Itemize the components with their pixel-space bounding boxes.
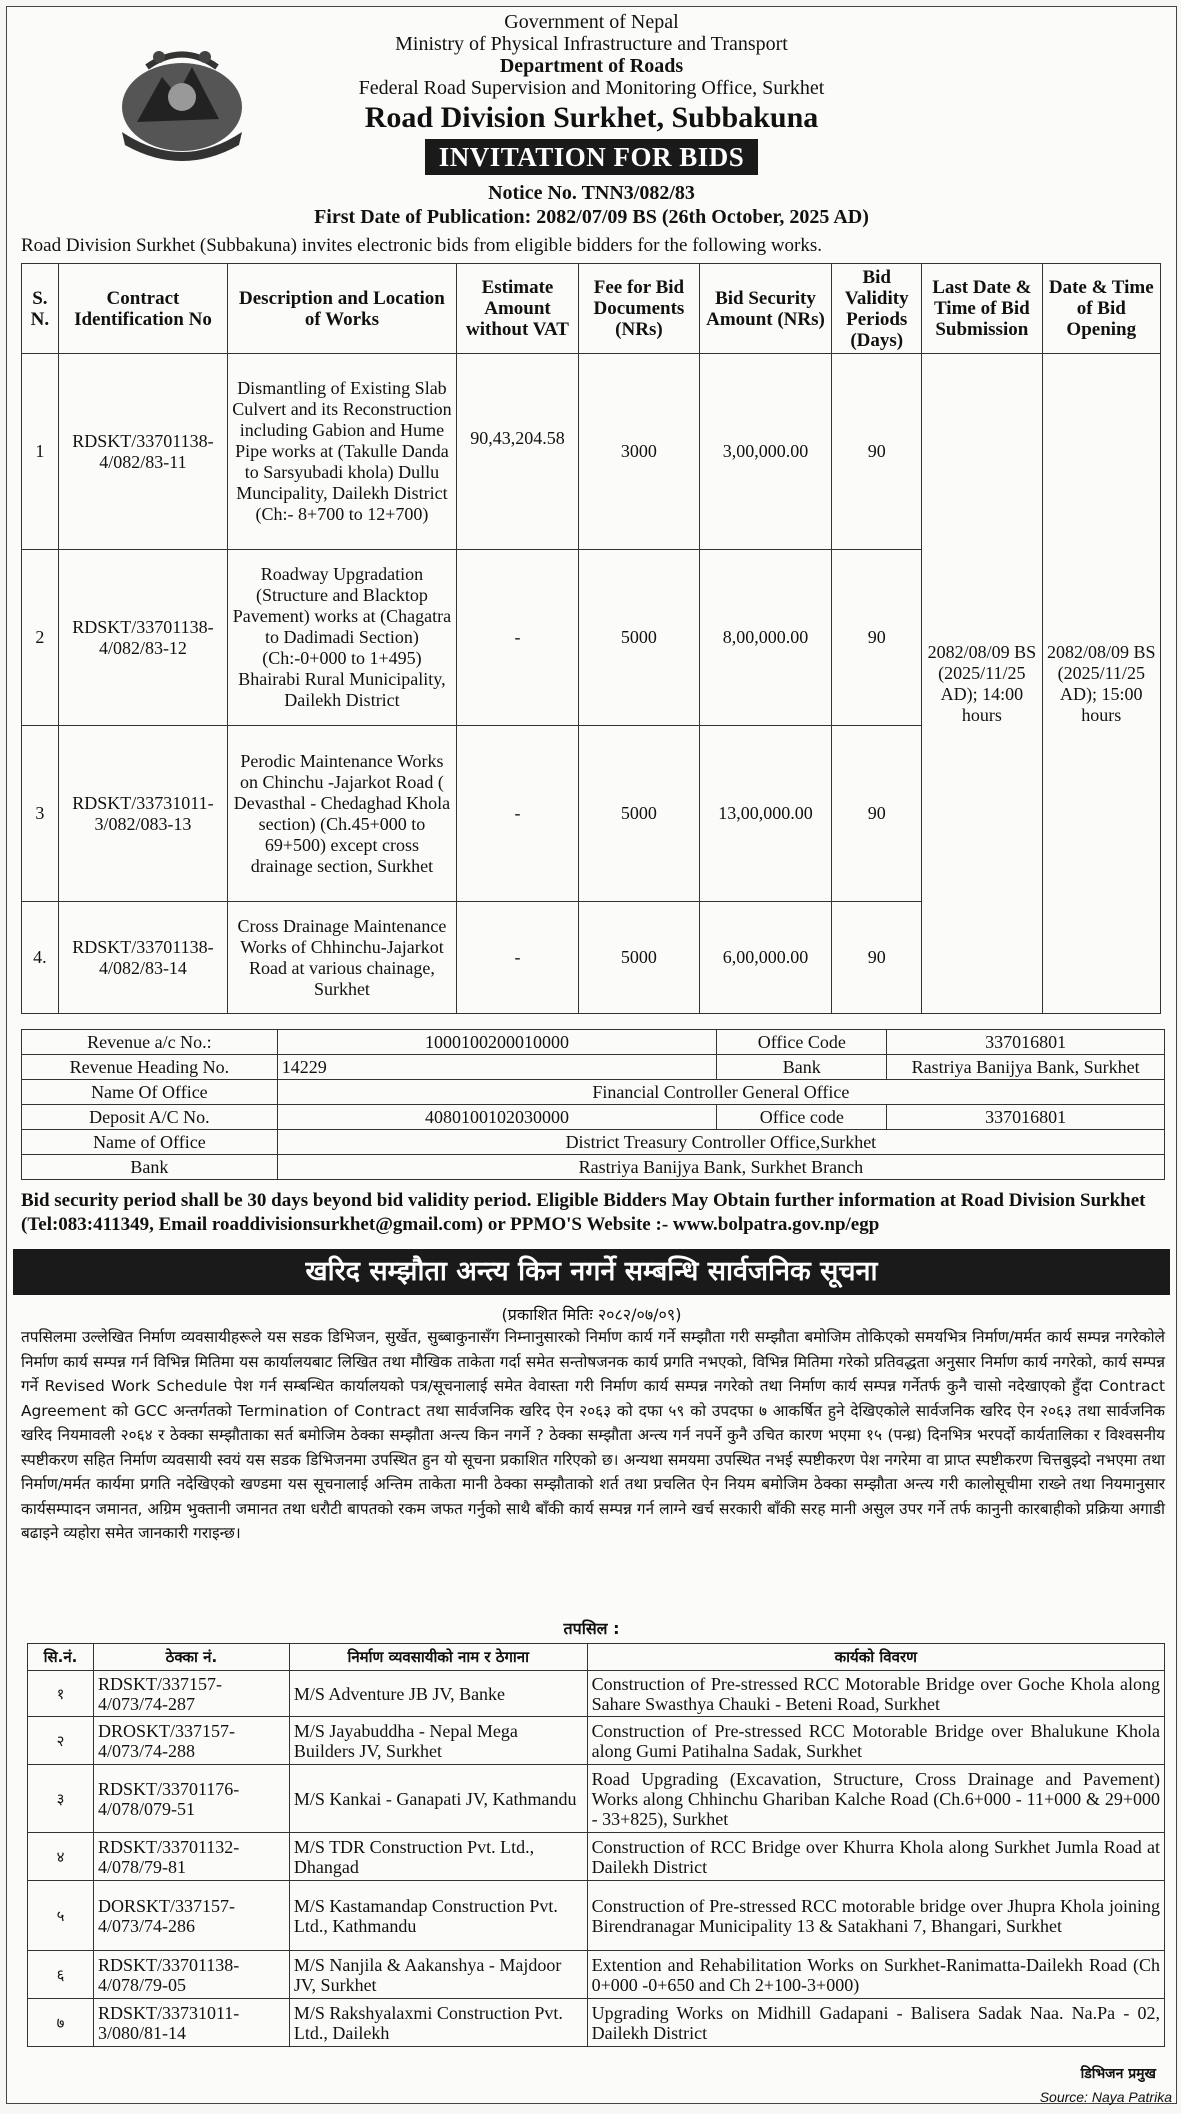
office-code2-value: 337016801 xyxy=(887,1105,1165,1130)
row-estimate: - xyxy=(456,550,578,726)
row-fee: 5000 xyxy=(579,726,699,902)
notice-paragraph: तपसिलमा उल्लेखित निर्माण व्यवसायीहरूले यस सडक डिभिजन, सुर्खेत, सुब्बाकुनासँग निम्नानुसारको निर्माण कार्य गर्ने सम्झौता गरी सम्झौता बमोजिम तोकिएको समयभित्र निर्माण/मर्मत कार्य सम्पन्न नगरेकोले निर्माण कार्य सम्पन्न गर्न विभिन्न मितिमा यस कार्यालयबाट लिखित तथा मौखिक ताकेता गर्दा समेत सन्तोषजनक कार्य प्रगति नभएको, विभिन्न मितिमा गरेको प्रतिवद्धता अनुसार निर्माण कार्य नगरेको, कार्य सम्पन्न गर्ने Revised Work Schedule पेश गर्न सम्बन्धित कार्यालयको पत्र/सूचनालाई समेत वेवास्ता गरी निर्माण कार्य सम्पन्न नगरेको तथा निर्माण कार्य सम्पन्न गर्नेतर्फ कुनै चासो नदेखाएको हुँदा Contract Agreement को GCC अन्तर्गतको Termination of Contract तथा सार्वजनिक खरिद ऐन २०६३ को दफा ५९ को उपदफा ७ आकर्षित हुने देखिएकोले सार्वजनिक खरिद ऐन २०६३ तथा सार्वजनिक खरिद नियमावली २०६४ र ठेक्का सम्झौताका सर्त बमोजिम ठेक्का सम्झौता अन्त्य किन नगर्ने ? ठेक्का सम्झौता अन्त्य गर्न नपर्ने कुनै उचित कारण भएमा १५ (पन्ध्र) दिनभित्र भरपर्दो कार्यतालिका र विश्वसनीय स्पष्टीकरण सहित निर्माण व्यवसायी स्वयं यस सडक डिभिजनमा उपस्थित हुन यो सूचना प्रकाशित गरिएको छ। अन्यथा समयमा उपस्थित नभई स्पष्टीकरण पेश नगरेमा वा प्राप्त स्पष्टीकरण चित्तबुझ्दो नभएमा तथा निर्माण/मर्मत कार्यमा प्रगति नदेखिएको खण्डमा यस सूचनालाई अन्तिम ताकेता मानी ठेक्का सम्झौताको शर्त तथा प्रचलित ऐन नियम बमोजिम ठेक्का सम्झौता अन्त्य गरी कालोसूचीमा राख्ने तथा नियमानुसार कार्यसम्पादन जमानत, अग्रिम भुक्तानी जमानत तथा धरौटी बापतको रकम जफत गर्नुको साथै बाँकी कार्य सम्पन्न गर्न लाग्ने खर्च सरकारी बाँकी सरह मानी असुल उपर गर्ने तर्फ कानुनी कारबाहीको प्रक्रिया अगाडी बढाइने व्यहोरा समेत जानकारी गराइन्छ। xyxy=(21,1328,1165,1542)
table-row xyxy=(22,354,1161,550)
office-name2-value: District Treasury Controller Office,Surkhet xyxy=(277,1130,1164,1155)
office-code-label: Office Code xyxy=(717,1030,887,1055)
header-work: कार्यको विवरण xyxy=(587,1644,1164,1671)
row-validity: 90 xyxy=(832,354,922,550)
row-security: 6,00,000.00 xyxy=(699,902,832,1014)
deposit-ac-label: Deposit A/C No. xyxy=(22,1105,278,1130)
row-work: Construction of Pre-stressed RCC Motorable Bridge over Goche Khola along Sahare Swasthya Chauki - Beteni Road, Surkhet xyxy=(587,1671,1164,1717)
row-contract-no: DORSKT/337157-4/073/74-286 xyxy=(93,1881,289,1951)
row-validity: 90 xyxy=(832,726,922,902)
row-sn: 4. xyxy=(22,902,59,1014)
row-security: 13,00,000.00 xyxy=(699,726,832,902)
notice-page xyxy=(6,6,1177,2104)
header-contractor: निर्माण व्यवसायीको नाम र ठेगाना xyxy=(289,1644,587,1671)
revenue-ac-value: 1000100200010000 xyxy=(277,1030,717,1055)
bank-value: Rastriya Banijya Bank, Surkhet xyxy=(887,1055,1165,1080)
contracts-header-row xyxy=(28,1644,1165,1671)
row-sn: ६ xyxy=(28,1951,94,1999)
bid-opening-date: 2082/08/09 BS (2025/11/25 AD); 15:00 hours xyxy=(1042,354,1160,1014)
row-work: Construction of RCC Bridge over Khurra Khola along Surkhet Jumla Road at Dailekh District xyxy=(587,1833,1164,1881)
table-row xyxy=(22,1130,1165,1155)
public-notice-title: खरिद सम्झौता अन्त्य किन नगर्ने सम्बन्धि सार्वजनिक सूचना xyxy=(13,1249,1170,1295)
row-sn: 1 xyxy=(22,354,59,550)
header-opening-date: Date & Time of Bid Opening xyxy=(1042,264,1160,354)
contract-termination-table xyxy=(27,1643,1165,2047)
row-validity: 90 xyxy=(832,902,922,1014)
revenue-heading-value: 14229 xyxy=(277,1055,717,1080)
row-work: Road Upgrading (Excavation, Structure, Cross Drainage and Pavement) Works along Chhinchu Ghariban Kalche Road (Ch.6+000 - 11+000 & 29+000 - 33+825), Surkhet xyxy=(587,1765,1164,1833)
row-contract-no: RDSKT/33701176-4/078/079-51 xyxy=(93,1765,289,1833)
invitation-banner: INVITATION FOR BIDS xyxy=(425,139,759,175)
row-fee: 3000 xyxy=(579,354,699,550)
intro-text: Road Division Surkhet (Subbakuna) invites electronic bids from eligible bidders for the following works. xyxy=(21,235,823,256)
table-row xyxy=(28,1765,1165,1833)
row-contract-no: RDSKT/33701132-4/078/79-81 xyxy=(93,1833,289,1881)
header-security: Bid Security Amount (NRs) xyxy=(699,264,832,354)
row-contractor: M/S Rakshyalaxmi Construction Pvt. Ltd., Dailekh xyxy=(289,1999,587,2047)
header-description: Description and Location of Works xyxy=(228,264,457,354)
header-last-date: Last Date & Time of Bid Submission xyxy=(922,264,1042,354)
row-sn: ३ xyxy=(28,1765,94,1833)
bids-header-row xyxy=(22,264,1161,354)
table-row xyxy=(22,1030,1165,1055)
notice-number: Notice No. TNN3/082/83 xyxy=(488,182,695,204)
header-fee: Fee for Bid Documents (NRs) xyxy=(579,264,699,354)
header-contract-no: ठेक्का नं. xyxy=(93,1644,289,1671)
row-work: Extention and Rehabilitation Works on Surkhet-Ranimatta-Dailekh Road (Ch 0+000 -0+650 and Ch 2+100-3+000) xyxy=(587,1951,1164,1999)
header-sn: S. N. xyxy=(22,264,59,354)
revenue-heading-label: Revenue Heading No. xyxy=(22,1055,278,1080)
signature-division-chief: डिभिजन प्रमुख xyxy=(1080,2066,1156,2082)
bids-table xyxy=(21,263,1161,1014)
row-contract-id: RDSKT/33731011-3/082/083-13 xyxy=(58,726,227,902)
row-sn: ७ xyxy=(28,1999,94,2047)
row-security: 3,00,000.00 xyxy=(699,354,832,550)
row-sn: ५ xyxy=(28,1881,94,1951)
office-name-value: Financial Controller General Office xyxy=(277,1080,1164,1105)
row-contractor: M/S Adventure JB JV, Banke xyxy=(289,1671,587,1717)
row-estimate: - xyxy=(456,902,578,1014)
row-contract-id: RDSKT/33701138-4/082/83-11 xyxy=(58,354,227,550)
table-row xyxy=(22,1105,1165,1130)
header-validity: Bid Validity Periods (Days) xyxy=(832,264,922,354)
row-sn: 2 xyxy=(22,550,59,726)
row-fee: 5000 xyxy=(579,550,699,726)
office-title: Road Division Surkhet, Subbakuna xyxy=(364,101,819,134)
row-sn: १ xyxy=(28,1671,94,1717)
last-submission-date: 2082/08/09 BS (2025/11/25 AD); 14:00 hours xyxy=(922,354,1042,1014)
deposit-ac-value: 4080100102030000 xyxy=(277,1105,717,1130)
row-contractor: M/S Kastamandap Construction Pvt. Ltd., Kathmandu xyxy=(289,1881,587,1951)
row-description: Perodic Maintenance Works on Chinchu -Jajarkot Road ( Devasthal - Chedaghad Khola section) (Ch.45+000 to 69+500) except cross drainage section, Surkhet xyxy=(228,726,457,902)
table-row xyxy=(28,1717,1165,1765)
row-description: Dismantling of Existing Slab Culvert and its Reconstruction including Gabion and Hume Pipe works at (Takulle Danda to Sarsyubadi khola) Dullu Muncipality, Dailekh District (Ch:- 8+700 to 12+700) xyxy=(228,354,457,550)
govt-line: Government of Nepal xyxy=(504,11,679,33)
row-contract-no: DROSKT/337157-4/073/74-288 xyxy=(93,1717,289,1765)
row-contractor: M/S Jayabuddha - Nepal Mega Builders JV, Surkhet xyxy=(289,1717,587,1765)
federal-office-line: Federal Road Supervision and Monitoring Office, Surkhet xyxy=(358,77,825,99)
publication-date: (प्रकाशित मितिः २०८२/०७/०९) xyxy=(501,1305,682,1324)
bank2-value: Rastriya Banijya Bank, Surkhet Branch xyxy=(277,1155,1164,1180)
header-sn: सि.नं. xyxy=(28,1644,94,1671)
row-estimate: 90,43,204.58 xyxy=(456,354,578,550)
row-validity: 90 xyxy=(832,550,922,726)
row-contract-id: RDSKT/33701138-4/082/83-12 xyxy=(58,550,227,726)
table-row xyxy=(22,1155,1165,1180)
table-row xyxy=(28,1999,1165,2047)
row-sn: २ xyxy=(28,1717,94,1765)
bid-security-note: Bid security period shall be 30 days beyond bid validity period. Eligible Bidders May Obtain further information at Road Division Surkhet (Tel:083:411349, Email roaddivisionsurkhet@gmail.com) or PPMO'S Website :- www.bolpatra.gov.np/egp xyxy=(21,1190,1146,1235)
office-code-value: 337016801 xyxy=(887,1030,1165,1055)
header-estimate: Estimate Amount without VAT xyxy=(456,264,578,354)
bank-label: Bank xyxy=(717,1055,887,1080)
office-code2-label: Office code xyxy=(717,1105,887,1130)
row-sn: 3 xyxy=(22,726,59,902)
table-row xyxy=(22,1080,1165,1105)
revenue-table xyxy=(21,1029,1165,1180)
row-fee: 5000 xyxy=(579,902,699,1014)
row-security: 8,00,000.00 xyxy=(699,550,832,726)
source-credit: Source: Naya Patrika xyxy=(1039,2089,1172,2105)
row-contract-no: RDSKT/337157-4/073/74-287 xyxy=(93,1671,289,1717)
row-contractor: M/S TDR Construction Pvt. Ltd., Dhangad xyxy=(289,1833,587,1881)
revenue-ac-label: Revenue a/c No.: xyxy=(22,1030,278,1055)
row-work: Construction of Pre-stressed RCC Motorable Bridge over Bhalukune Khola along Gumi Patihalna Sadak, Surkhet xyxy=(587,1717,1164,1765)
table-row xyxy=(28,1881,1165,1951)
table-row xyxy=(22,1055,1165,1080)
office-name2-label: Name of Office xyxy=(22,1130,278,1155)
ministry-line: Ministry of Physical Infrastructure and Transport xyxy=(395,33,788,55)
office-name-label: Name Of Office xyxy=(22,1080,278,1105)
row-contract-no: RDSKT/33701138-4/078/79-05 xyxy=(93,1951,289,1999)
header-contract-id: Contract Identification No xyxy=(58,264,227,354)
row-description: Cross Drainage Maintenance Works of Chhinchu-Jajarkot Road at various chainage, Surkhet xyxy=(228,902,457,1014)
row-contract-id: RDSKT/33701138-4/082/83-14 xyxy=(58,902,227,1014)
row-work: Upgrading Works on Midhill Gadapani - Balisera Sadak Naa. Na.Pa - 02, Dailekh District xyxy=(587,1999,1164,2047)
table-row xyxy=(28,1951,1165,1999)
first-publication-date: First Date of Publication: 2082/07/09 BS (26th October, 2025 AD) xyxy=(314,206,869,228)
notice-header xyxy=(7,11,1176,229)
department-line: Department of Roads xyxy=(499,55,684,77)
bank2-label: Bank xyxy=(22,1155,278,1180)
row-work: Construction of Pre-stressed RCC motorable bridge over Jhupra Khola joining Birendranagar Municipality 13 & Satakhani 7, Bhangari, Surkhet xyxy=(587,1881,1164,1951)
row-contract-no: RDSKT/33731011-3/080/81-14 xyxy=(93,1999,289,2047)
row-contractor: M/S Nanjila & Aakanshya - Majdoor JV, Surkhet xyxy=(289,1951,587,1999)
row-sn: ४ xyxy=(28,1833,94,1881)
table-row xyxy=(28,1671,1165,1717)
row-description: Roadway Upgradation (Structure and Blacktop Pavement) works at (Chagatra to Dadimadi Section)(Ch:-0+000 to 1+495) Bhairabi Rural Municipality, Dailekh District xyxy=(228,550,457,726)
row-estimate: - xyxy=(456,726,578,902)
tapasil-heading: तपसिल : xyxy=(563,1619,620,1638)
table-row xyxy=(28,1833,1165,1881)
row-contractor: M/S Kankai - Ganapati JV, Kathmandu xyxy=(289,1765,587,1833)
